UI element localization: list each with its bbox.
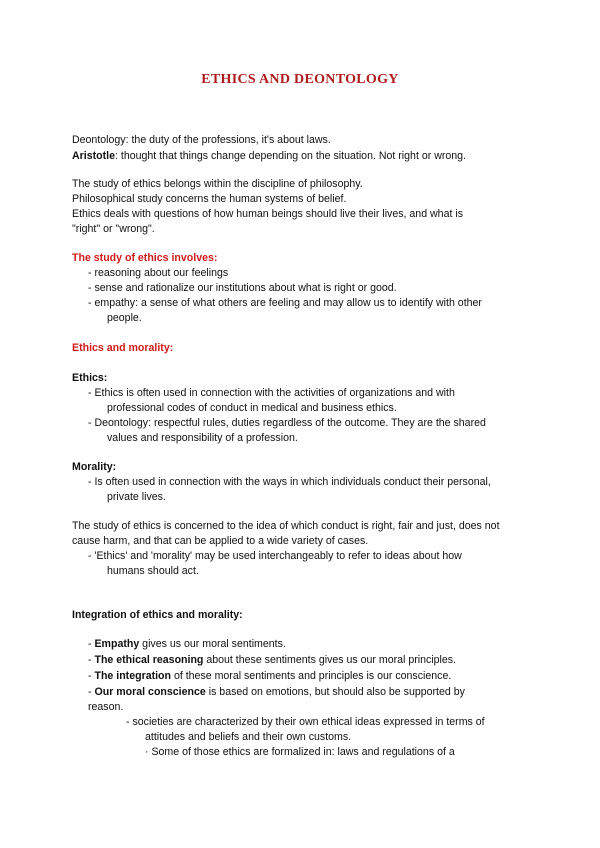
page-title: ETHICS AND DEONTOLOGY	[201, 72, 399, 87]
societies-item-continuation: attitudes and beliefs and their own customs.	[145, 731, 352, 743]
study-item-continuation: people.	[107, 312, 142, 324]
integration-item-conscience	[88, 685, 465, 699]
bullet-dash: -	[88, 654, 95, 666]
deontology-definition: Deontology: the duty of the professions, it's about laws.	[72, 134, 331, 146]
ethics-paragraph-line: Ethics deals with questions of how human beings should live their lives, and what is	[72, 208, 464, 220]
morality-subheading: Morality:	[72, 461, 117, 473]
integration-heading: Integration of ethics and morality:	[72, 609, 243, 621]
study-item: - reasoning about our feelings	[88, 267, 229, 279]
concern-paragraph-line: cause harm, and that can be applied to a wide variety of cases.	[72, 535, 369, 547]
reasoning-text: about these sentiments gives us our moral principles.	[203, 654, 457, 666]
integration-text: of these moral sentiments and principles is our conscience.	[171, 670, 452, 682]
ethics-paragraph-line: The study of ethics belongs within the discipline of philosophy.	[72, 178, 363, 190]
bullet-dash: -	[88, 638, 95, 650]
integration-item-integration	[88, 669, 451, 683]
morality-item: - Is often used in connection with the ways in which individuals conduct their personal,	[88, 476, 491, 488]
integration-term: The integration	[94, 670, 171, 682]
ethics-subheading: Ethics:	[72, 372, 108, 384]
conscience-term: Our moral conscience	[94, 686, 206, 698]
study-item: - sense and rationalize our institutions about what is right or good.	[88, 282, 397, 294]
reasoning-term: The ethical reasoning	[94, 654, 204, 666]
concern-paragraph-line: The study of ethics is concerned to the idea of which conduct is right, fair and just, does not	[72, 520, 500, 532]
interchange-item: - 'Ethics' and 'morality' may be used interchangeably to refer to ideas about how	[88, 550, 462, 562]
bullet-dash: -	[88, 686, 95, 698]
study-item: - empathy: a sense of what others are feeling and may allow us to identify with other	[88, 297, 482, 309]
formalized-ethics-item: · Some of those ethics are formalized in: laws and regulations of a	[145, 746, 455, 758]
ethics-item: - Ethics is often used in connection with the activities of organizations and with	[88, 387, 455, 399]
morality-item-continuation: private lives.	[107, 491, 166, 503]
ethics-item: - Deontology: respectful rules, duties regardless of the outcome. They are the shared	[88, 417, 486, 429]
empathy-term: Empathy	[94, 638, 140, 650]
empathy-text: gives us our moral sentiments.	[139, 638, 286, 650]
ethics-item-continuation: professional codes of conduct in medical and business ethics.	[107, 402, 397, 414]
bullet-dash: -	[88, 670, 95, 682]
ethics-morality-heading: Ethics and morality:	[72, 342, 174, 354]
aristotle-label: Aristotle	[72, 150, 115, 162]
study-heading: The study of ethics involves:	[72, 252, 218, 264]
interchange-item-continuation: humans should act.	[107, 565, 199, 577]
ethics-paragraph-line: Philosophical study concerns the human systems of belief.	[72, 193, 347, 205]
integration-item-empathy	[88, 637, 286, 651]
conscience-continuation: reason.	[88, 701, 124, 713]
integration-item-reasoning	[88, 653, 456, 667]
conscience-text: is based on emotions, but should also be supported by	[205, 686, 465, 698]
ethics-item-continuation: values and responsibility of a profession.	[107, 432, 298, 444]
societies-item: - societies are characterized by their own ethical ideas expressed in terms of	[126, 716, 485, 728]
aristotle-line	[72, 149, 466, 163]
ethics-paragraph-line: "right" or "wrong".	[72, 223, 155, 235]
aristotle-text: : thought that things change depending on the situation. Not right or wrong.	[114, 150, 466, 162]
